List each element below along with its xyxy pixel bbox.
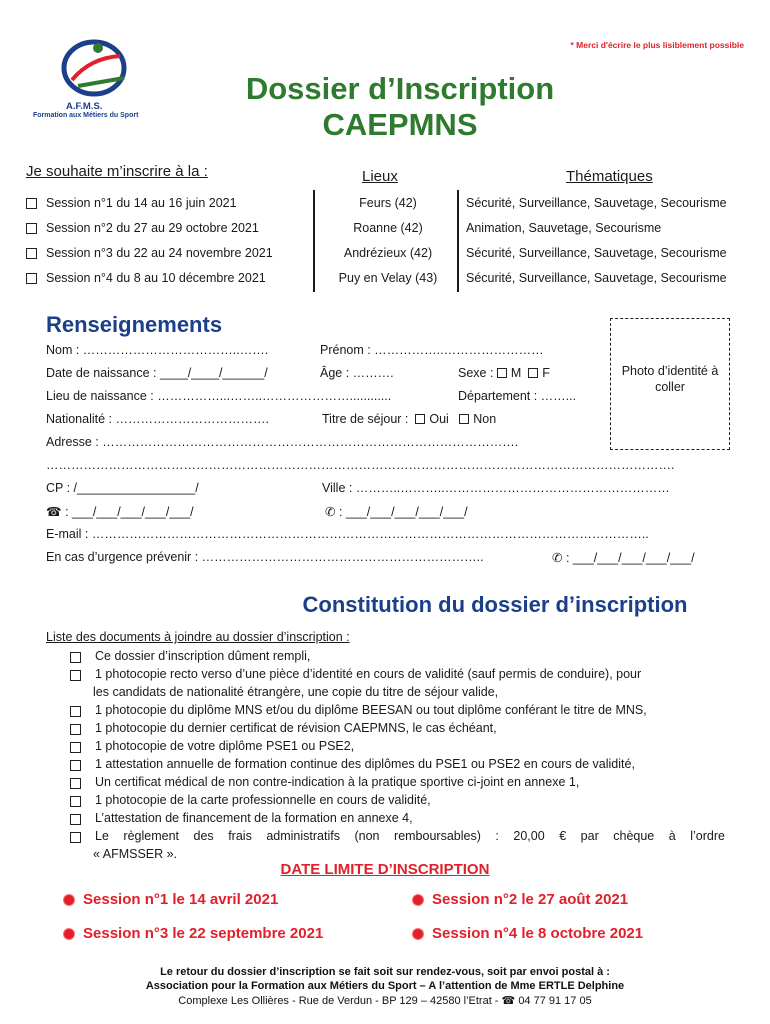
adresse-continuation[interactable]: ……………………………………………………………………………………………………………………………………. xyxy=(46,458,675,472)
session-option-3[interactable]: Session n°3 du 22 au 24 novembre 2021 xyxy=(26,246,316,260)
session-theme: Sécurité, Surveillance, Sauvetage, Secourisme xyxy=(466,246,727,260)
deadline-item: Session n°2 le 27 août 2021 xyxy=(413,891,628,908)
adresse-field[interactable]: Adresse : ………………………………………………………………………………………. xyxy=(46,435,519,449)
session-theme: Sécurité, Surveillance, Sauvetage, Secourisme xyxy=(466,271,727,285)
checkbox-icon[interactable] xyxy=(26,273,37,284)
renseignements-heading: Renseignements xyxy=(46,312,223,337)
checkbox-icon[interactable] xyxy=(70,706,81,717)
deadline-item: Session n°3 le 22 septembre 2021 xyxy=(64,925,323,942)
list-item: Ce dossier d’inscription dûment rempli, xyxy=(70,648,725,666)
checkbox-icon[interactable] xyxy=(459,414,469,424)
session-place: Puy en Velay (43) xyxy=(338,271,438,285)
photo-box: Photo d’identité à coller xyxy=(610,318,730,450)
list-item-continuation: « AFMSSER ». xyxy=(93,847,178,861)
sessions-heading: Je souhaite m’inscrire à la : xyxy=(26,163,208,180)
phone-icon: ☎ xyxy=(46,505,62,519)
checkbox-icon[interactable] xyxy=(70,796,81,807)
titre-sejour-field: Titre de séjour : Oui Non xyxy=(322,412,497,426)
cp-field[interactable]: CP : /_________________/ xyxy=(46,481,199,495)
urgence-phone-field[interactable]: ✆ : ___/___/___/___/___/ xyxy=(552,550,695,565)
list-item: 1 photocopie de la carte professionnelle en cours de validité, xyxy=(70,792,725,810)
urgence-field[interactable]: En cas d’urgence prévenir : ………………………………………………………….. xyxy=(46,550,484,564)
page-title: Dossier d’Inscription xyxy=(245,71,555,106)
session-place: Feurs (42) xyxy=(359,196,417,210)
age-field[interactable]: Âge : ………. xyxy=(320,366,394,380)
checkbox-icon[interactable] xyxy=(26,248,37,259)
email-field[interactable]: E-mail : …………………………………………………………………………………………………………………….. xyxy=(46,527,649,541)
deadline-item: Session n°1 le 14 avril 2021 xyxy=(64,891,278,908)
nationalite-field[interactable]: Nationalité : ………………………………. xyxy=(46,412,269,426)
deadline-heading: DATE LIMITE D’INSCRIPTION xyxy=(280,861,490,878)
nom-field[interactable]: Nom : ………………………………..……. xyxy=(46,343,269,357)
session-option-4[interactable]: Session n°4 du 8 au 10 décembre 2021 xyxy=(26,271,316,285)
checkbox-icon[interactable] xyxy=(528,368,538,378)
logo-text: A.F.M.S. xyxy=(66,101,103,112)
bullet-icon xyxy=(413,929,423,939)
checkbox-icon[interactable] xyxy=(70,742,81,753)
prenom-field[interactable]: Prénom : ……………..…………………… xyxy=(320,343,544,357)
footer-line-2: Association pour la Formation aux Métiers du Sport – A l’attention de Mme ERTLE Delphine xyxy=(145,980,625,992)
checkbox-icon[interactable] xyxy=(70,778,81,789)
birthdate-field[interactable]: Date de naissance : ____/____/______/ xyxy=(46,366,268,380)
list-item: 1 photocopie du dernier certificat de révision CAEPMNS, le cas échéant, xyxy=(70,720,725,738)
departement-field[interactable]: Département : ……... xyxy=(458,389,577,403)
checkbox-icon[interactable] xyxy=(26,223,37,234)
column-divider xyxy=(457,190,459,292)
list-item: 1 photocopie recto verso d’une pièce d’identité en cours de validité (sauf permis de conduire), pour xyxy=(70,666,725,684)
constitution-heading: Constitution du dossier d’inscription xyxy=(302,592,688,617)
list-item: L’attestation de financement de la formation en annexe 4, xyxy=(70,810,725,828)
ville-field[interactable]: Ville : ………..………..……………………………………………… xyxy=(322,481,670,495)
session-place: Andrézieux (42) xyxy=(343,246,433,260)
phone-field[interactable]: ☎ : ___/___/___/___/___/ xyxy=(46,504,194,519)
session-option-1[interactable]: Session n°1 du 14 au 16 juin 2021 xyxy=(26,196,316,210)
checkbox-icon[interactable] xyxy=(70,652,81,663)
legibility-note: * Merci d'écrire le plus lisiblement possible xyxy=(570,40,744,50)
list-item: Le règlement des frais administratifs (non remboursables) : 20,00 € par chèque à l’ordre xyxy=(70,828,725,846)
session-place: Roanne (42) xyxy=(353,221,423,235)
session-theme: Sécurité, Surveillance, Sauvetage, Secourisme xyxy=(466,196,727,210)
list-item: 1 photocopie de votre diplôme PSE1 ou PSE2, xyxy=(70,738,725,756)
list-item: Un certificat médical de non contre-indication à la pratique sportive ci-joint en annexe 1, xyxy=(70,774,725,792)
page-subtitle: CAEPMNS xyxy=(322,107,478,142)
list-item: 1 photocopie du diplôme MNS et/ou du diplôme BEESAN ou tout diplôme conférant le titre de MNS, xyxy=(70,702,725,720)
list-item: 1 attestation annuelle de formation continue des diplômes du PSE1 ou PSE2 en cours de validité, xyxy=(70,756,725,774)
session-theme: Animation, Sauvetage, Secourisme xyxy=(466,221,662,235)
checkbox-icon[interactable] xyxy=(70,832,81,843)
checkbox-icon[interactable] xyxy=(70,760,81,771)
bullet-icon xyxy=(64,895,74,905)
mobile-phone-icon: ✆ xyxy=(552,551,563,565)
logo-subtitle: Formation aux Métiers du Sport xyxy=(33,112,139,119)
bullet-icon xyxy=(64,929,74,939)
checkbox-icon[interactable] xyxy=(26,198,37,209)
phone-icon: ☎ xyxy=(501,995,516,1007)
sexe-field: Sexe : M F xyxy=(458,366,550,380)
deadline-item: Session n°4 le 8 octobre 2021 xyxy=(413,925,643,942)
checkbox-icon[interactable] xyxy=(415,414,425,424)
footer-line-1: Le retour du dossier d’inscription se fait soit sur rendez-vous, soit par envoi postal à : xyxy=(160,966,610,978)
bullet-icon xyxy=(413,895,423,905)
documents-list-title: Liste des documents à joindre au dossier d’inscription : xyxy=(46,630,350,644)
session-option-2[interactable]: Session n°2 du 27 au 29 octobre 2021 xyxy=(26,221,316,235)
checkbox-icon[interactable] xyxy=(70,724,81,735)
thematiques-header: Thématiques xyxy=(566,168,653,185)
checkbox-icon[interactable] xyxy=(497,368,507,378)
checkbox-icon[interactable] xyxy=(70,814,81,825)
checkbox-icon[interactable] xyxy=(70,670,81,681)
mobile-field[interactable]: ✆ : ___/___/___/___/___/ xyxy=(325,504,468,519)
lieux-header: Lieux xyxy=(362,168,398,185)
footer-line-3: Complexe Les Ollières - Rue de Verdun - BP 129 – 42580 l’Etrat - ☎ 04 77 91 17 05 xyxy=(178,995,592,1007)
birthplace-field[interactable]: Lieu de naissance : ……………...……..…………………............ xyxy=(46,389,392,403)
mobile-phone-icon: ✆ xyxy=(325,505,336,519)
list-item-continuation: les candidats de nationalité étrangère, une copie du titre de séjour valide, xyxy=(93,685,499,699)
